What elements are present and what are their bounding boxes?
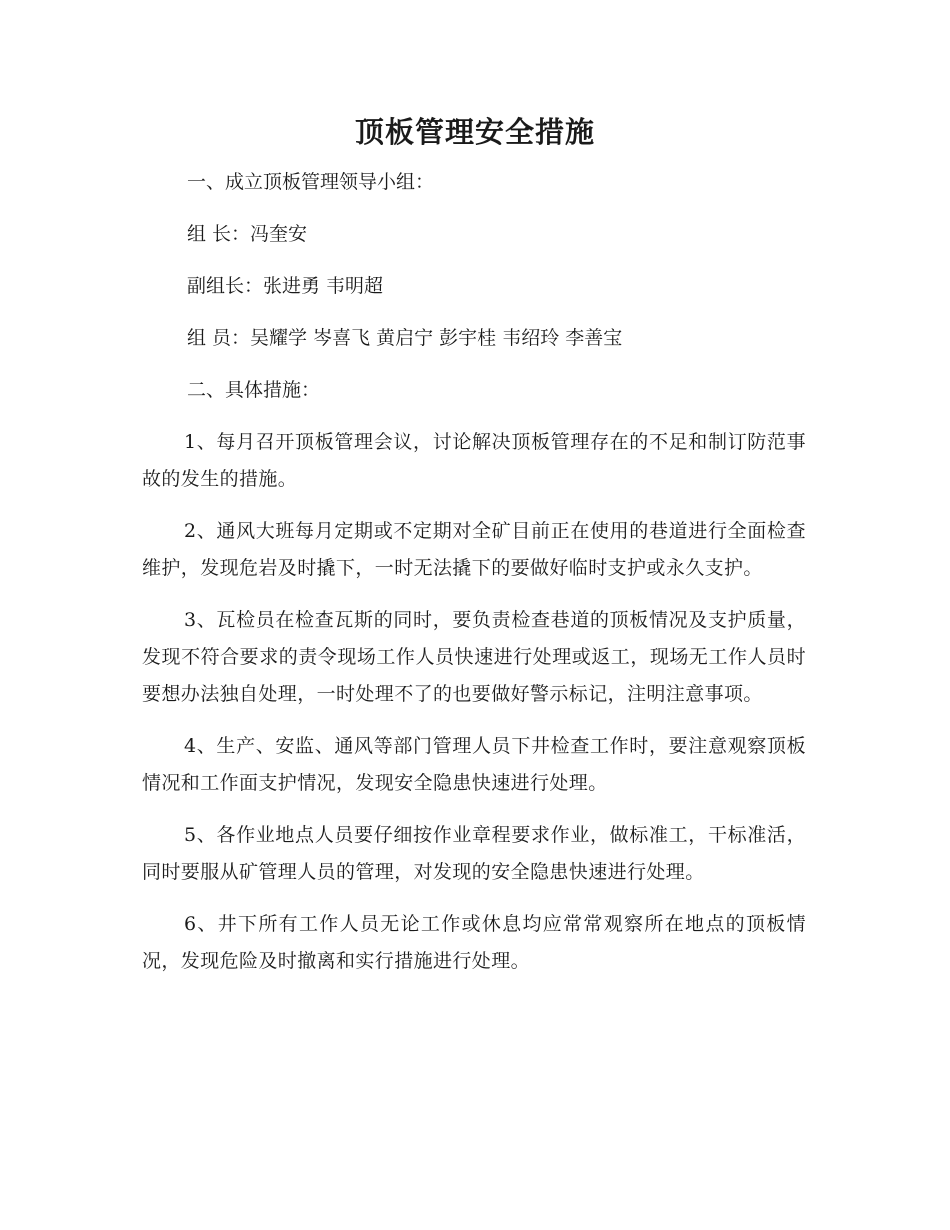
deputy-leader-line: 副组长：张进勇 韦明超 xyxy=(187,275,384,297)
measure-item-4: 4、生产、安监、通风等部门管理人员下井检查工作时，要注意观察顶板情况和工作面支护情况，发现安全隐患快速进行处理。 xyxy=(142,735,806,794)
document-title: 顶板管理安全措施 xyxy=(354,115,595,149)
section-1-heading: 一、成立顶板管理领导小组： xyxy=(187,171,435,193)
section-2-heading: 二、具体措施： xyxy=(187,379,321,401)
measure-item-3: 3、瓦检员在检查瓦斯的同时，要负责检查巷道的顶板情况及支护质量，发现不符合要求的责令现场工作人员快速进行处理或返工，现场无工作人员时要想办法独自处理，一时处理不了的也要做好警示标记，注明注意事项。 xyxy=(142,609,806,705)
measure-item-6: 6、井下所有工作人员无论工作或休息均应常常观察所在地点的顶板情况，发现危险及时撤离和实行措施进行处理。 xyxy=(142,913,806,972)
measure-item-2: 2、通风大班每月定期或不定期对全矿目前正在使用的巷道进行全面检查维护，发现危岩及时撬下，一时无法撬下的要做好临时支护或永久支护。 xyxy=(142,520,806,579)
measure-item-5: 5、各作业地点人员要仔细按作业章程要求作业，做标准工，干标准活，同时要服从矿管理人员的管理，对发现的安全隐患快速进行处理。 xyxy=(142,824,806,883)
document-body xyxy=(142,164,806,980)
measure-item-1: 1、每月召开顶板管理会议，讨论解决顶板管理存在的不足和制订防范事故的发生的措施。 xyxy=(142,431,806,490)
members-line: 组 员：吴耀学 岑喜飞 黄启宁 彭宇桂 韦绍玲 李善宝 xyxy=(187,327,623,349)
leader-line: 组 长：冯奎安 xyxy=(187,223,308,245)
